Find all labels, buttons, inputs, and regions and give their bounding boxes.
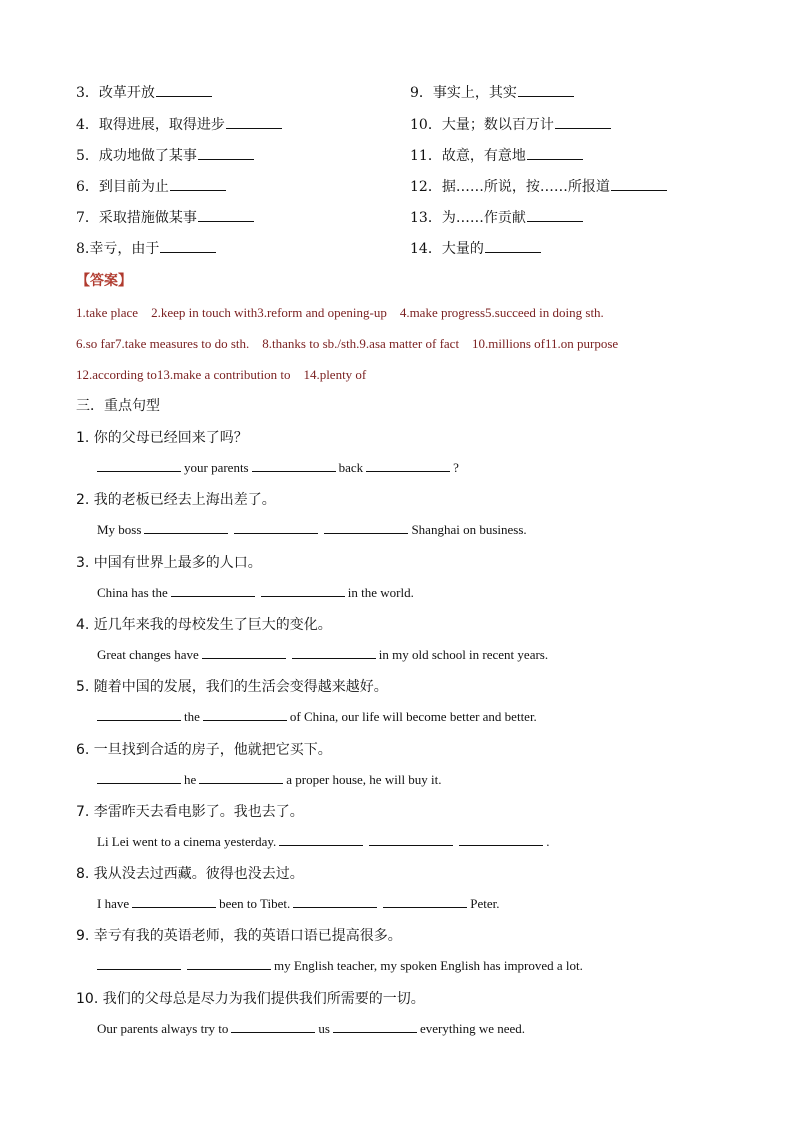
question-3-prompt: 3. 中国有世界上最多的人口。 [76, 554, 262, 571]
phrase-item-3 [76, 83, 212, 102]
question-9-sentence [97, 957, 583, 974]
question-2-sentence [97, 521, 527, 538]
question-7-prompt: 7. 李雷昨天去看电影了。我也去了。 [76, 803, 304, 820]
answer-line-1: 1.take place 2.keep in touch with3.reform and opening-up 4.make progress5.succeed in doing sth. [76, 305, 604, 320]
sentence-text: in the world. [347, 584, 414, 600]
question-10-sentence [97, 1020, 525, 1037]
sentence-text: everything we need. [419, 1020, 526, 1036]
phrase-blank[interactable] [156, 83, 212, 97]
answer-blank[interactable] [292, 646, 376, 659]
phrase-item-4 [76, 115, 282, 134]
sentence-text: Li Lei went to a cinema yesterday. [97, 833, 277, 849]
sentence-text: he [184, 771, 197, 787]
sentence-text: China has the [97, 584, 168, 600]
phrase-blank[interactable] [198, 146, 254, 160]
question-9-prompt: 9. 幸亏有我的英语老师，我的英语口语已提高很多。 [76, 928, 402, 945]
answer-blank[interactable] [333, 1020, 417, 1033]
question-6-prompt: 6. 一旦找到合适的房子，他就把它买下。 [76, 741, 332, 758]
sentence-text: of China, our life will become better and better. [289, 709, 537, 725]
answer-blank[interactable] [369, 833, 453, 846]
phrase-label: 7．采取措施做某事 [76, 210, 197, 226]
phrase-item-14 [410, 239, 541, 258]
phrase-blank[interactable] [527, 208, 583, 222]
question-5-sentence [97, 708, 537, 725]
phrase-item-13 [410, 208, 583, 227]
section-heading: 三．重点句型 [76, 398, 160, 414]
answer-blank[interactable] [252, 459, 336, 472]
phrase-blank[interactable] [226, 115, 282, 129]
phrase-item-9 [410, 83, 574, 102]
answer-blank[interactable] [366, 459, 450, 472]
sentence-text: your parents [184, 460, 249, 475]
answer-blank[interactable] [279, 833, 363, 846]
sentence-text: My boss [97, 522, 142, 538]
answer-blank[interactable] [199, 771, 283, 784]
phrase-label: 12．据……所说，按……所报道 [410, 179, 610, 195]
question-1-sentence [97, 459, 459, 476]
sentence-text: us [318, 1020, 330, 1036]
phrase-item-7 [76, 208, 254, 227]
answer-blank[interactable] [324, 521, 408, 534]
sentence-text: I have [97, 896, 130, 912]
phrase-item-10 [410, 115, 611, 134]
sentence-text: my English teacher, my spoken English has improved a lot. [274, 958, 583, 974]
question-8-prompt: 8. 我从没去过西藏。彼得也没去过。 [76, 866, 304, 883]
phrase-item-12 [410, 177, 667, 196]
answer-line-2: 6.so far7.take measures to do sth. 8.thanks to sb./sth.9.asa matter of fact 10.millions of11.on purpose [76, 336, 619, 351]
phrase-label: 14．大量的 [410, 241, 484, 257]
answer-blank[interactable] [459, 833, 543, 846]
phrase-item-8 [76, 239, 216, 258]
answer-blank[interactable] [261, 584, 345, 597]
question-6-sentence [97, 771, 442, 788]
sentence-text: . [546, 833, 550, 849]
answer-blank[interactable] [171, 584, 255, 597]
answer-blank[interactable] [234, 521, 318, 534]
phrase-label: 6．到目前为止 [76, 179, 169, 195]
answer-blank[interactable] [187, 957, 271, 970]
question-8-sentence [97, 895, 500, 912]
phrase-label: 4．取得进展，取得进步 [76, 117, 225, 133]
phrase-label: 8.幸亏，由于 [76, 241, 160, 257]
answer-blank[interactable] [231, 1020, 315, 1033]
sentence-text: a proper house, he will buy it. [286, 771, 442, 787]
sentence-text: Peter. [470, 896, 500, 912]
phrase-blank[interactable] [160, 239, 216, 253]
sentence-text: Shanghai on business. [411, 522, 527, 538]
answer-blank[interactable] [144, 521, 228, 534]
answer-blank[interactable] [202, 646, 286, 659]
phrase-label: 10．大量；数以百万计 [410, 117, 554, 133]
question-7-sentence [97, 833, 550, 850]
sentence-text: Great changes have [97, 646, 199, 662]
phrase-label: 3．改革开放 [76, 85, 155, 101]
answer-heading: 【答案】 [76, 273, 132, 289]
answer-blank[interactable] [293, 895, 377, 908]
question-1-prompt: 1. 你的父母已经回来了吗？ [76, 430, 248, 446]
sentence-text: back [338, 460, 364, 475]
answer-blank[interactable] [97, 771, 181, 784]
question-3-sentence [97, 584, 414, 601]
sentence-text: in my old school in recent years. [378, 646, 549, 662]
phrase-item-6 [76, 177, 226, 196]
phrase-blank[interactable] [527, 146, 583, 160]
answer-line-3: 12.according to13.make a contribution to 14.plenty of [76, 367, 367, 382]
answer-blank[interactable] [203, 708, 287, 721]
answer-blank[interactable] [383, 895, 467, 908]
phrase-label: 5．成功地做了某事 [76, 148, 197, 164]
phrase-blank[interactable] [198, 208, 254, 222]
question-4-prompt: 4. 近几年来我的母校发生了巨大的变化。 [76, 616, 332, 633]
answer-blank[interactable] [97, 459, 181, 472]
answer-blank[interactable] [97, 708, 181, 721]
question-2-prompt: 2. 我的老板已经去上海出差了。 [76, 492, 276, 509]
phrase-label: 9．事实上，其实 [410, 85, 517, 101]
phrase-blank[interactable] [170, 177, 226, 191]
sentence-text: Our parents always try to [97, 1020, 229, 1036]
answer-blank[interactable] [132, 895, 216, 908]
phrase-label: 13．为……作贡献 [410, 210, 526, 226]
question-4-sentence [97, 646, 548, 663]
phrase-blank[interactable] [485, 239, 541, 253]
sentence-text: been to Tibet. [219, 896, 291, 912]
phrase-blank[interactable] [611, 177, 667, 191]
sentence-text: ? [453, 460, 459, 475]
answer-blank[interactable] [97, 957, 181, 970]
phrase-blank[interactable] [555, 115, 611, 129]
phrase-label: 11．故意，有意地 [410, 148, 526, 164]
phrase-item-11 [410, 146, 583, 165]
phrase-item-5 [76, 146, 254, 165]
question-10-prompt: 10. 我们的父母总是尽力为我们提供我们所需要的一切。 [76, 990, 425, 1007]
phrase-blank[interactable] [518, 83, 574, 97]
question-5-prompt: 5. 随着中国的发展，我们的生活会变得越来越好。 [76, 679, 388, 696]
sentence-text: the [184, 709, 200, 725]
